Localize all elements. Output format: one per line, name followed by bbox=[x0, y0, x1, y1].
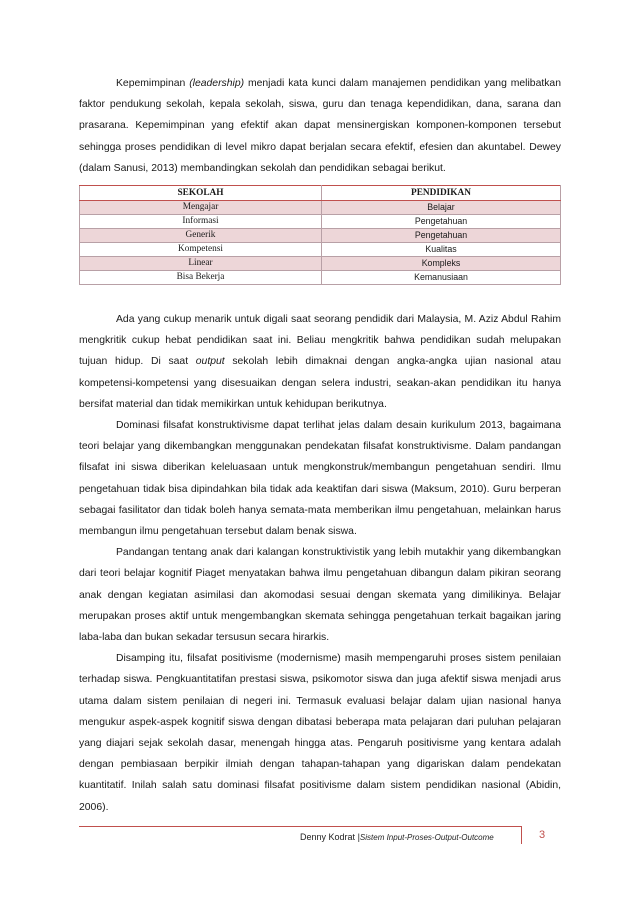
paragraph-text: sekolah lebih dimaknai dengan angka-angka ujian nasional atau kompetensi-kompetensi yang disesuaikan dengan selera industri, seakan-akan pendidikan itu hanya bersifat material dan tidak memikirkan untuk kehidupan berikutnya. bbox=[79, 356, 561, 410]
paragraph-leadership bbox=[79, 73, 561, 179]
footer-subtitle: Sistem Input-Proses-Output-Outcome bbox=[359, 833, 494, 842]
paragraph-positivism: Disamping itu, filsafat positivisme (modernisme) masih mempengaruhi proses sistem penilaian terhadap siswa. Pengkuantitatifan prestasi siswa, psikomotor siswa dan juga afektif siswa menjadi arus utama dalam sistem penilaian di negeri ini. Termasuk evaluasi belajar dalam ujian nasional hanya mengukur aspek-aspek kognitif siswa dengan dibatasi beberapa mata pelajaran dari puluhan pelajaran yang diajari sejak sekolah dasar, menengah hingga atas. Pengaruh positivisme yang kentara adalah dengan pembiasaan berpikir ilmiah dengan tahapan-tahapan yang digariskan dalam pendekatan kuantitatif. Inilah salah satu dominasi filsafat positivisme dalam sistem pendidikan nasional (Abidin, 2006). bbox=[79, 653, 561, 813]
table-cell: Generik bbox=[80, 229, 322, 243]
footer-separator: | bbox=[357, 832, 360, 842]
table-cell: Kemanusiaan bbox=[322, 271, 561, 285]
table-row bbox=[80, 243, 561, 257]
body-section bbox=[79, 309, 561, 818]
table-row bbox=[80, 215, 561, 229]
table-header-row bbox=[80, 186, 561, 201]
emphasis-text: (leadership) bbox=[189, 78, 245, 89]
paragraph-text: Ada yang cukup menarik untuk digali saat seorang pendidik dari Malaysia, M. Aziz Abdul Rahim mengkritik cukup hebat pendidikan saat ini. Beliau mengkritik bahwa pendidikan sudah melupakan tujuan hidup. Di saat bbox=[79, 314, 561, 368]
table-cell: Bisa Bekerja bbox=[80, 271, 322, 285]
header-pendidikan: PENDIDIKAN bbox=[322, 186, 561, 201]
intro-section bbox=[79, 73, 561, 179]
table-cell: Kualitas bbox=[322, 243, 561, 257]
page-footer bbox=[300, 829, 494, 846]
footer-author: Denny Kodrat bbox=[300, 832, 356, 842]
table-cell: Informasi bbox=[80, 215, 322, 229]
table-cell: Pengetahuan bbox=[322, 215, 561, 229]
table-cell: Linear bbox=[80, 257, 322, 271]
paragraph-text: Kepemimpinan bbox=[116, 78, 190, 89]
table-row bbox=[80, 201, 561, 215]
table-cell: Belajar bbox=[322, 201, 561, 215]
table-row bbox=[80, 271, 561, 285]
comparison-table bbox=[79, 185, 561, 285]
table-row bbox=[80, 257, 561, 271]
paragraph-piaget: Pandangan tentang anak dari kalangan konstruktivistik yang lebih mutakhir yang dikembangkan dari teori belajar kognitif Piaget menyatakan bahwa ilmu pengetahuan dibangun dalam pikiran seorang anak dengan kegiatan asimilasi dan akomodasi sesuai dengan skemata yang dimilikinya. Belajar merupakan proses aktif untuk mengembangkan skemata sehingga pengetahuan terkait bagaikan jaring laba-laba dan bukan sekadar tersusun secara hirarkis. bbox=[79, 547, 561, 644]
header-sekolah: SEKOLAH bbox=[80, 186, 322, 201]
table-cell: Pengetahuan bbox=[322, 229, 561, 243]
paragraph-critique bbox=[79, 309, 561, 415]
emphasis-text: output bbox=[195, 356, 225, 368]
footer-divider bbox=[79, 826, 561, 827]
table-cell: Kompetensi bbox=[80, 243, 322, 257]
paragraph-constructivism: Dominasi filsafat konstruktivisme dapat terlihat jelas dalam desain kurikulum 2013, bagaimana teori belajar yang dikembangkan menggunakan pendekatan filsafat konstruktivisme. Dalam pandangan filsafat ini siswa diberikan keleluasaan untuk mengkonstruk/membangun pengetahuan sendiri. Ilmu pengetahuan tidak bisa dipindahkan bila tidak ada keaktifan dari siswa (Maksum, 2010). Guru berperan sebagai fasilitator dan tidak boleh hanya semata-mata memberikan ilmu pengetahuan, melainkan harus membangun ilmu pengetahuan tersebut dalam benak siswa. bbox=[79, 420, 561, 538]
paragraph-text: menjadi kata kunci dalam manajemen pendidikan yang melibatkan faktor pendukung sekolah, kepala sekolah, siswa, guru dan tenaga kependidikan, dana, sarana dan prasarana. Kepemimpinan yang efektif akan dapat mensinergiskan komponen-komponen tersebut sehingga proses pendidikan di level mikro dapat berjalan secara efektif, efesien dan akuntabel. Dewey (dalam Sanusi, 2013) membandingkan sekolah dan pendidikan sebagai berikut. bbox=[79, 78, 561, 174]
table-cell: Mengajar bbox=[80, 201, 322, 215]
table-row bbox=[80, 229, 561, 243]
table-cell: Kompleks bbox=[322, 257, 561, 271]
page-number: 3 bbox=[521, 826, 562, 844]
